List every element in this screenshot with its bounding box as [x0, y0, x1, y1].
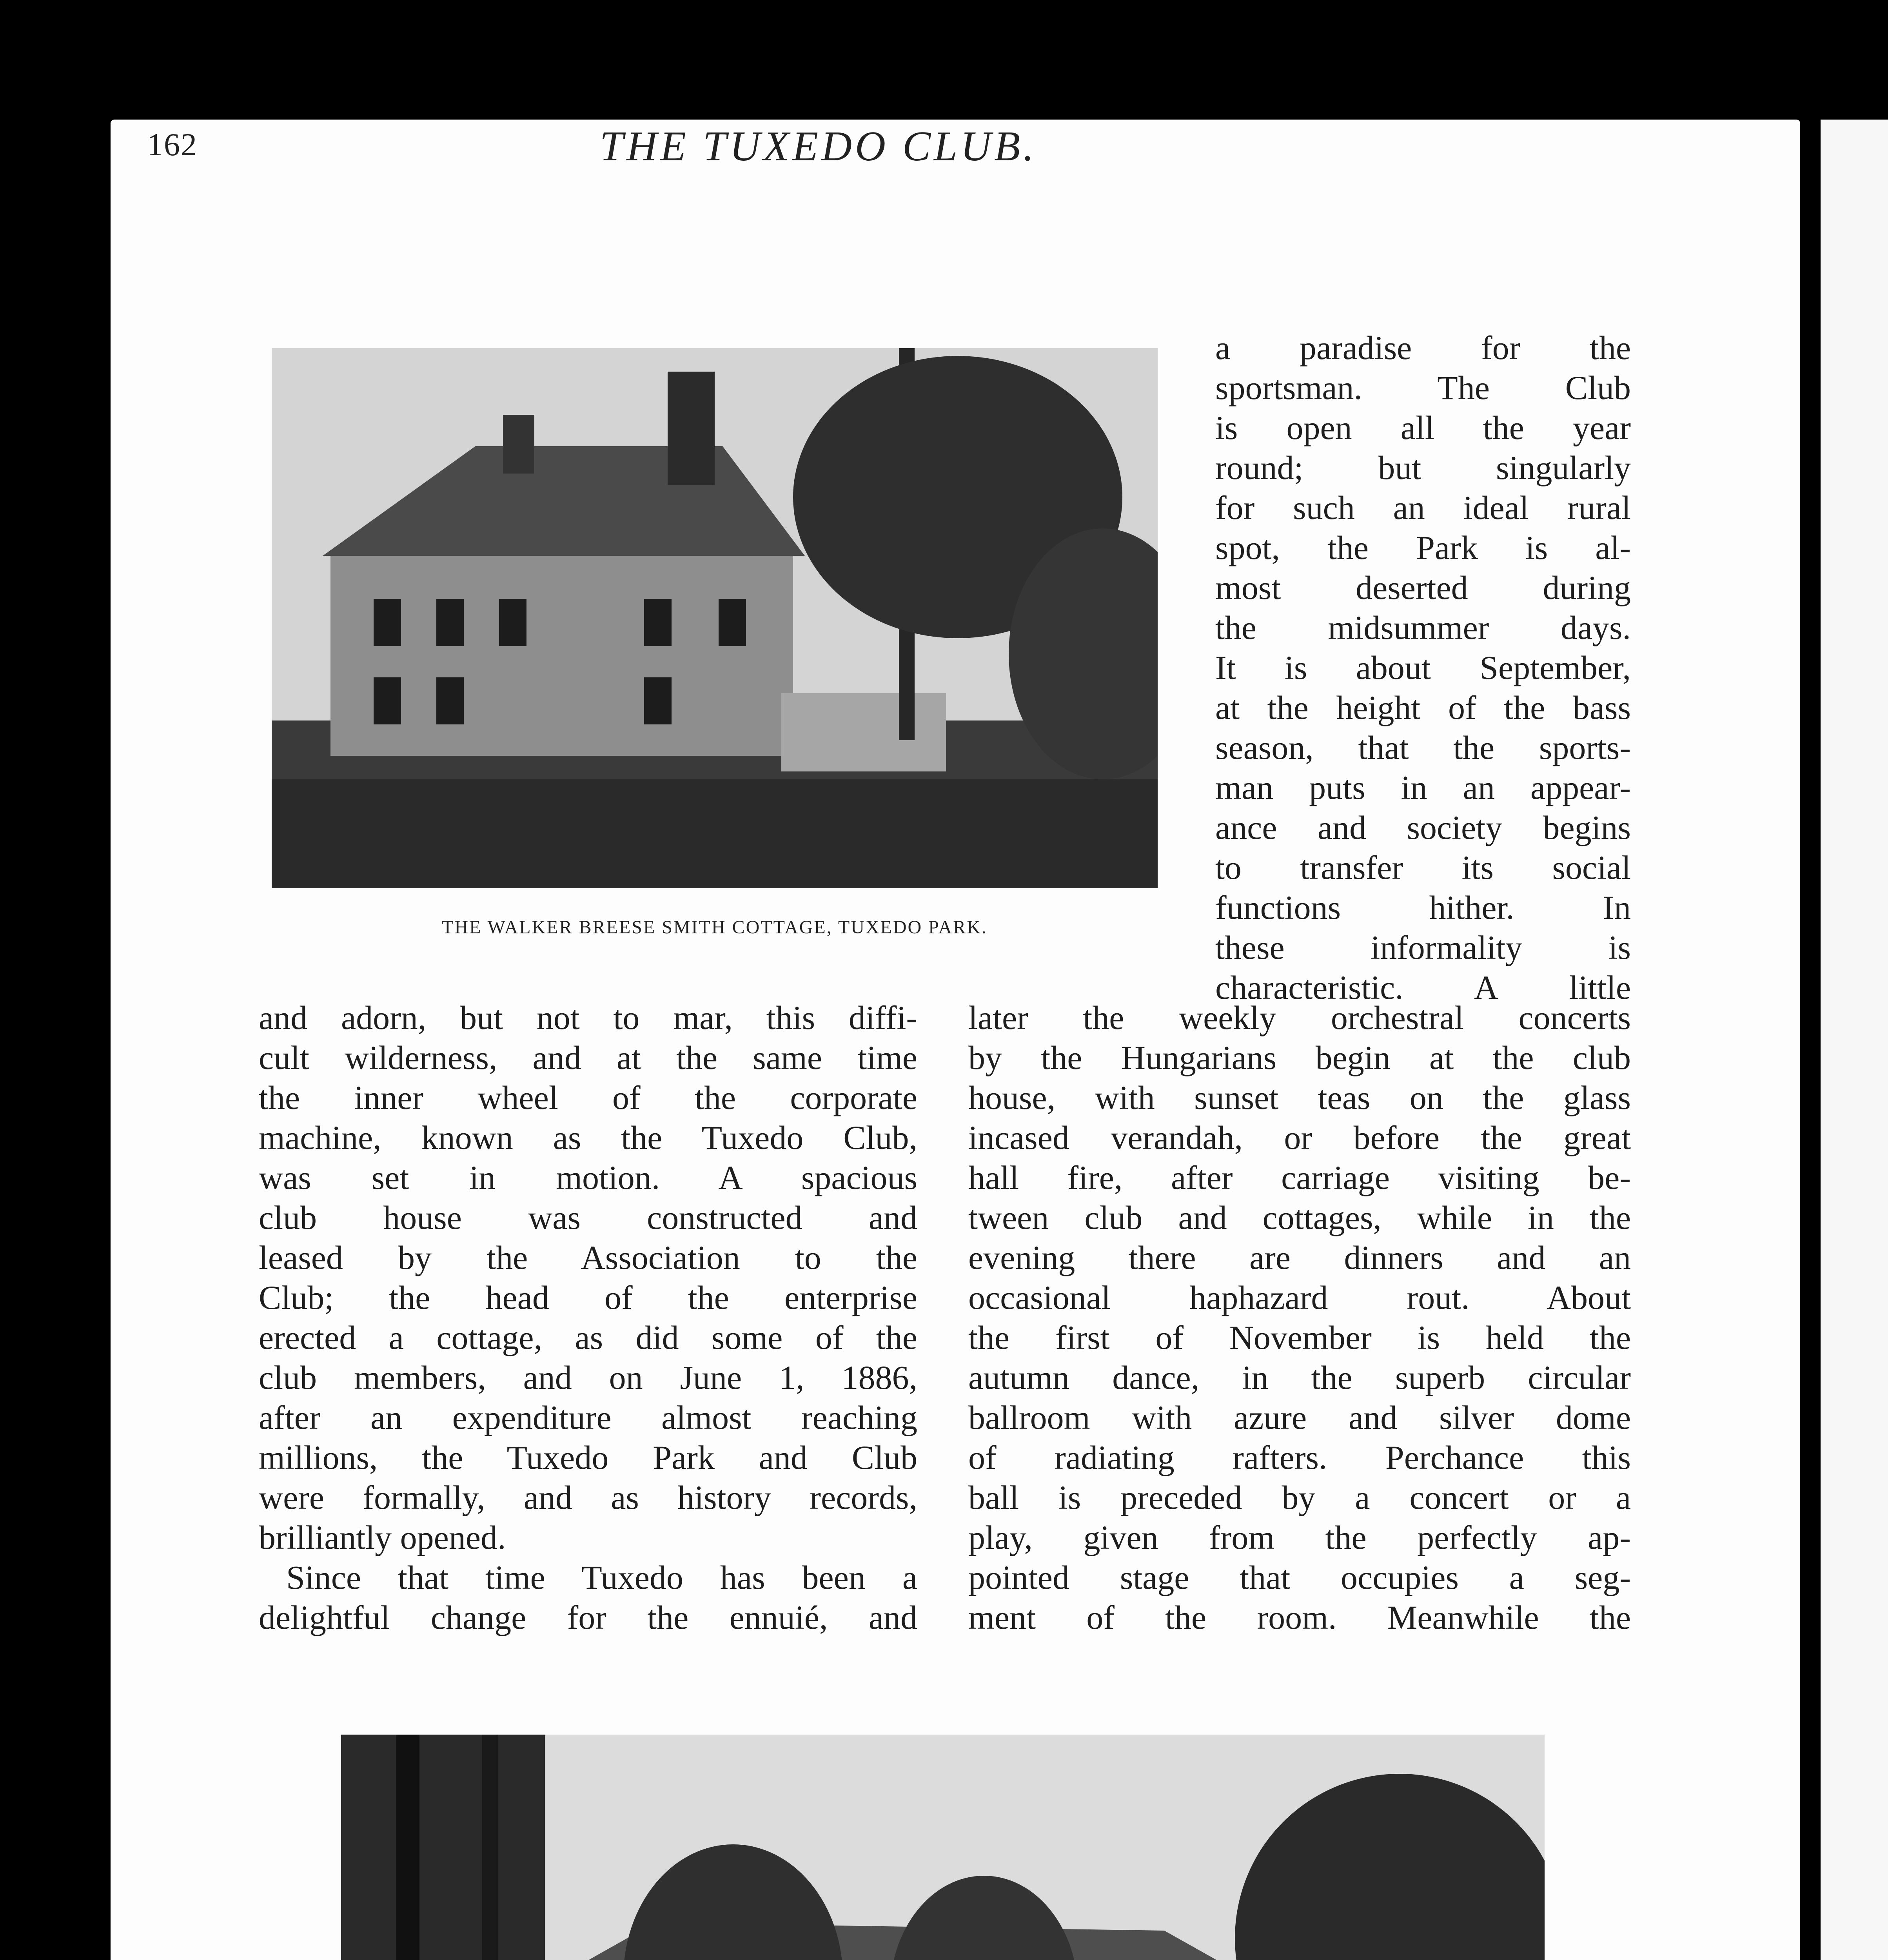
- text-line: most deserted during: [1215, 569, 1631, 606]
- text-line: later the weekly orchestral concerts: [968, 999, 1631, 1036]
- left-column: [259, 998, 917, 1637]
- text-line: season, that the sports-: [1215, 729, 1631, 766]
- text-line: pointed stage that occupies a seg-: [968, 1559, 1631, 1596]
- text-line: incased verandah, or before the great: [968, 1119, 1631, 1156]
- text-line: evening there are dinners and an: [968, 1239, 1631, 1276]
- text-line: delightful change for the ennuié, and: [259, 1599, 917, 1636]
- text-line: erected a cottage, as did some of the: [259, 1319, 917, 1356]
- text-line: autumn dance, in the superb circular: [968, 1359, 1631, 1396]
- text-line: machine, known as the Tuxedo Club,: [259, 1119, 917, 1156]
- cottage-caption: THE WALKER BREESE SMITH COTTAGE, TUXEDO PARK.: [442, 917, 988, 938]
- text-line: hall fire, after carriage visiting be-: [968, 1159, 1631, 1196]
- text-line: a paradise for the: [1215, 329, 1631, 367]
- text-line: house, with sunset teas on the glass: [968, 1079, 1631, 1116]
- text-line: the midsummer days.: [1215, 609, 1631, 646]
- text-line: club members, and on June 1, 1886,: [259, 1359, 917, 1396]
- page-number: 162: [147, 127, 198, 162]
- text-line: these informality is: [1215, 929, 1631, 966]
- text-line: is open all the year: [1215, 409, 1631, 446]
- text-line: was set in motion. A spacious: [259, 1159, 917, 1196]
- cottage-photo: [272, 348, 1158, 888]
- text-line: leased by the Association to the: [259, 1239, 917, 1276]
- text-line: sportsman. The Club: [1215, 369, 1631, 407]
- facing-page-edge: [1821, 120, 1888, 1960]
- text-line: It is about September,: [1215, 649, 1631, 686]
- text-line: round; but singularly: [1215, 449, 1631, 486]
- right-column: [968, 998, 1631, 1637]
- text-line: after an expenditure almost reaching: [259, 1399, 917, 1436]
- text-line: millions, the Tuxedo Park and Club: [259, 1439, 917, 1476]
- text-line: tween club and cottages, while in the: [968, 1199, 1631, 1236]
- text-line: by the Hungarians begin at the club: [968, 1039, 1631, 1076]
- text-line: at the height of the bass: [1215, 689, 1631, 726]
- text-line: play, given from the perfectly ap-: [968, 1519, 1631, 1556]
- text-line: to transfer its social: [1215, 849, 1631, 886]
- clubhouse-photo: [341, 1735, 1545, 1960]
- text-line: ance and society begins: [1215, 809, 1631, 846]
- text-line: of radiating rafters. Perchance this: [968, 1439, 1631, 1476]
- text-line: characteristic. A little: [1215, 969, 1631, 1006]
- text-line: cult wilderness, and at the same time: [259, 1039, 917, 1076]
- text-line: for such an ideal rural: [1215, 489, 1631, 526]
- text-line: Since that time Tuxedo has been a: [286, 1559, 917, 1596]
- text-line: ballroom with azure and silver dome: [968, 1399, 1631, 1436]
- text-line: occasional haphazard rout. About: [968, 1279, 1631, 1316]
- text-line: the first of November is held the: [968, 1319, 1631, 1356]
- text-line: man puts in an appear-: [1215, 769, 1631, 806]
- text-line: were formally, and as history records,: [259, 1479, 917, 1516]
- text-line: ment of the room. Meanwhile the: [968, 1599, 1631, 1636]
- text-line: spot, the Park is al-: [1215, 529, 1631, 566]
- text-line: the inner wheel of the corporate: [259, 1079, 917, 1116]
- text-line: brilliantly opened.: [259, 1519, 506, 1556]
- text-line: ball is preceded by a concert or a: [968, 1479, 1631, 1516]
- text-line: club house was constructed and: [259, 1199, 917, 1236]
- text-line: and adorn, but not to mar, this diffi-: [259, 999, 917, 1036]
- text-line: Club; the head of the enterprise: [259, 1279, 917, 1316]
- running-title: THE TUXEDO CLUB.: [600, 123, 1037, 170]
- text-line: functions hither. In: [1215, 889, 1631, 926]
- right-top-column: [1215, 328, 1631, 1007]
